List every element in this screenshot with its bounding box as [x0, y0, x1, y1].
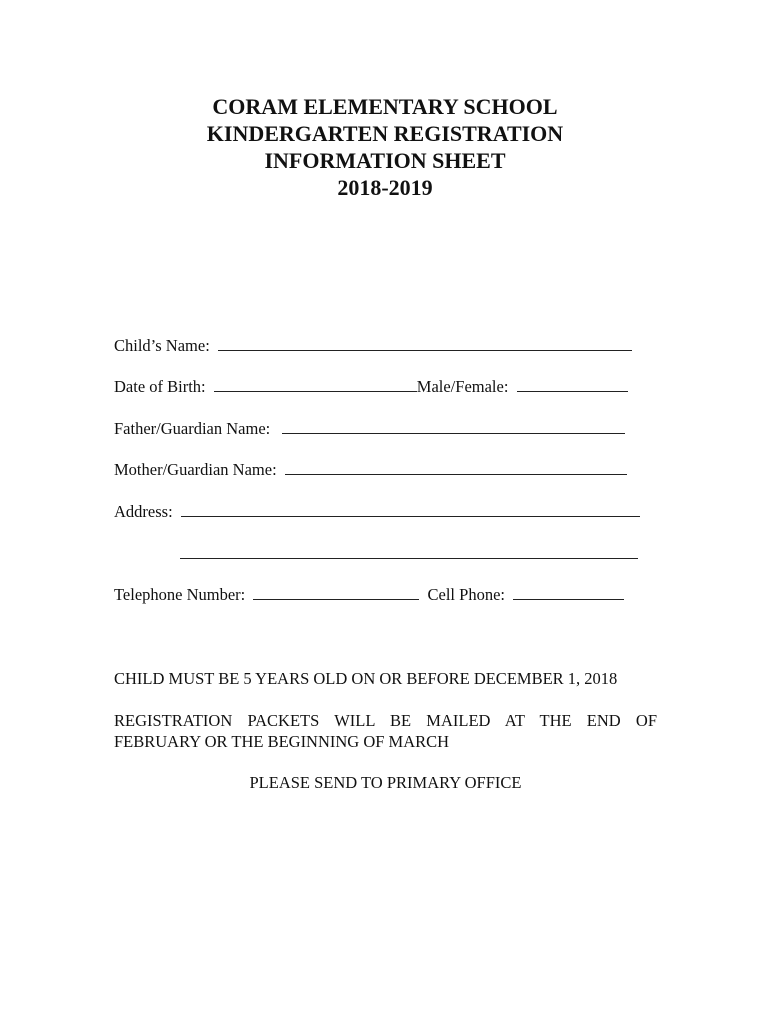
cell-phone-field[interactable] [513, 585, 624, 600]
address-label: Address: [114, 502, 173, 521]
dob-sex-row [114, 377, 628, 397]
dob-label: Date of Birth: [114, 377, 206, 396]
address-field-line-2[interactable] [180, 544, 638, 559]
telephone-field[interactable] [253, 585, 419, 600]
send-to-notice: PLEASE SEND TO PRIMARY OFFICE [249, 773, 522, 792]
mother-name-field[interactable] [285, 460, 627, 475]
father-name-field[interactable] [282, 419, 625, 434]
dob-field[interactable] [214, 377, 417, 392]
document-title [0, 93, 770, 201]
age-requirement-notice: CHILD MUST BE 5 YEARS OLD ON OR BEFORE DECEMBER 1, 2018 [114, 669, 618, 688]
father-label: Father/Guardian Name: [114, 419, 271, 438]
child-name-field[interactable] [218, 336, 632, 351]
phone-row [114, 585, 624, 605]
address-row-2 [180, 544, 638, 564]
sex-field[interactable] [517, 377, 628, 392]
cell-label: Cell Phone: [427, 585, 505, 604]
child-name-row [114, 336, 632, 356]
father-row [114, 419, 625, 439]
school-year: 2018-2019 [337, 175, 433, 200]
sheet-heading: INFORMATION SHEET [264, 148, 506, 173]
sex-label: Male/Female: [416, 377, 509, 396]
telephone-label: Telephone Number: [114, 585, 246, 604]
address-row [114, 502, 640, 522]
mother-row [114, 460, 627, 480]
address-field-line-1[interactable] [181, 502, 640, 517]
mother-label: Mother/Guardian Name: [114, 460, 277, 479]
child-name-label: Child’s Name: [114, 336, 210, 355]
packets-notice: REGISTRATION PACKETS WILL BE MAILED AT THE END OF FEBRUARY OR THE BEGINNING OF MARCH [114, 711, 657, 751]
school-name: CORAM ELEMENTARY SCHOOL [212, 94, 558, 119]
registration-heading: KINDERGARTEN REGISTRATION [206, 121, 564, 146]
